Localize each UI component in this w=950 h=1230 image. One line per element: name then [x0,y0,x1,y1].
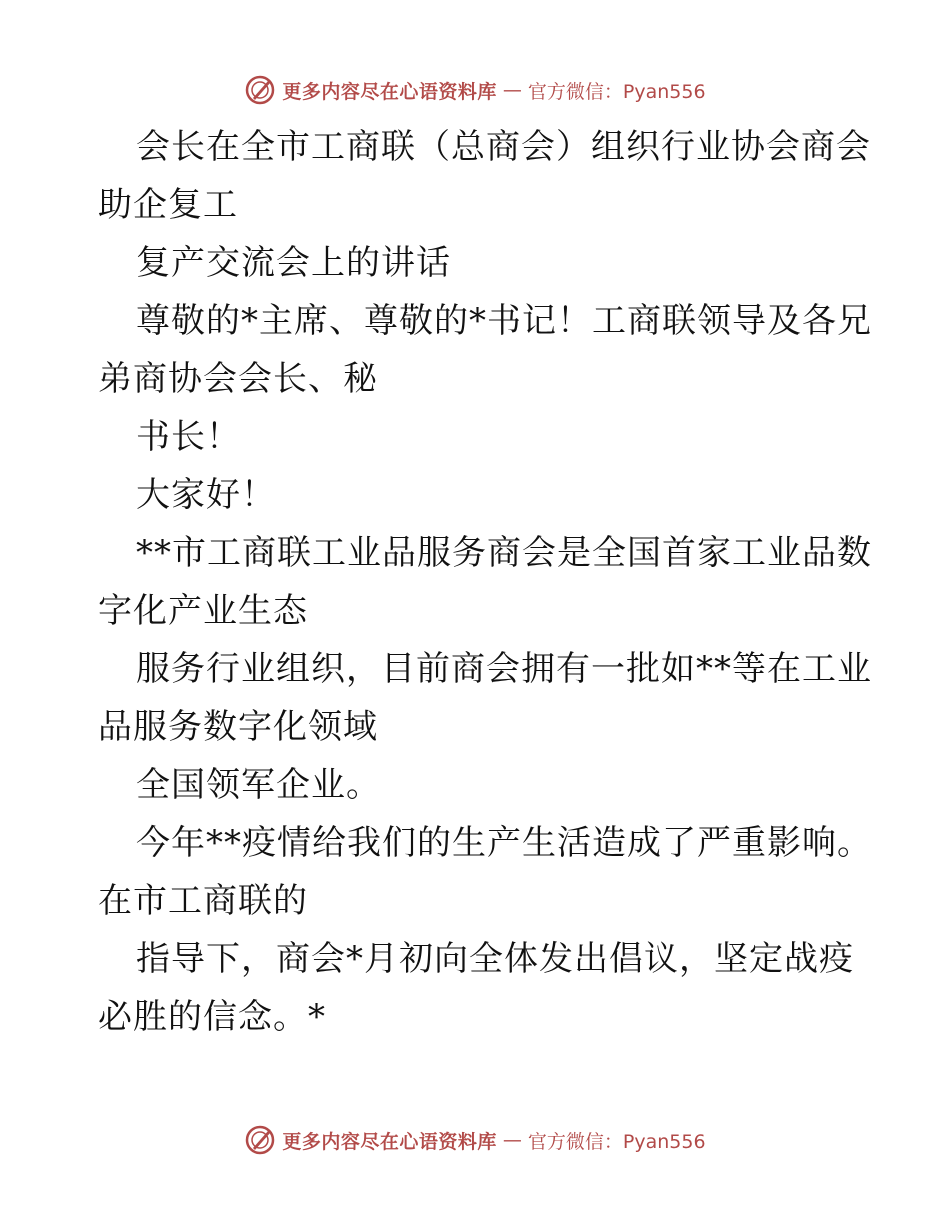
text-line: 书长！ [136,417,241,457]
text-line: **市工商联工业品服务商会是全国首家工业品数 [136,533,872,573]
text-line: 会长在全市工商联（总商会）组织行业协会商会 [136,127,871,167]
logo-icon [244,74,276,106]
text-line: 必胜的信念。* [98,997,326,1037]
text-line: 大家好！ [136,475,276,515]
header-banner [0,70,950,110]
banner-dash: — [502,1129,522,1151]
text-line: 在市工商联的 [98,881,308,921]
text-line: 服务行业组织，目前商会拥有一批如**等在工业 [136,649,872,689]
text-line: 字化产业生态 [98,591,308,631]
banner-dash: — [502,79,522,101]
banner-text: 更多内容尽在心语资料库 [282,1130,497,1153]
text-line: 复产交流会上的讲话 [136,243,451,283]
footer-banner [0,1120,950,1160]
banner-wechat: 官方微信：Pyan556 [527,80,706,103]
banner-text: 更多内容尽在心语资料库 [282,80,497,103]
banner-wechat: 官方微信：Pyan556 [527,1130,706,1153]
text-line: 尊敬的*主席、尊敬的*书记！工商联领导及各兄 [136,301,872,341]
text-line: 助企复工 [98,185,238,225]
document-body [98,118,872,1046]
text-line: 指导下，商会*月初向全体发出倡议，坚定战疫 [136,939,854,979]
logo-icon [244,1124,276,1156]
text-line: 全国领军企业。 [136,765,381,805]
text-line: 品服务数字化领域 [98,707,378,747]
text-line: 弟商协会会长、秘 [98,359,378,399]
text-line: 今年**疫情给我们的生产生活造成了严重影响。 [136,823,872,863]
